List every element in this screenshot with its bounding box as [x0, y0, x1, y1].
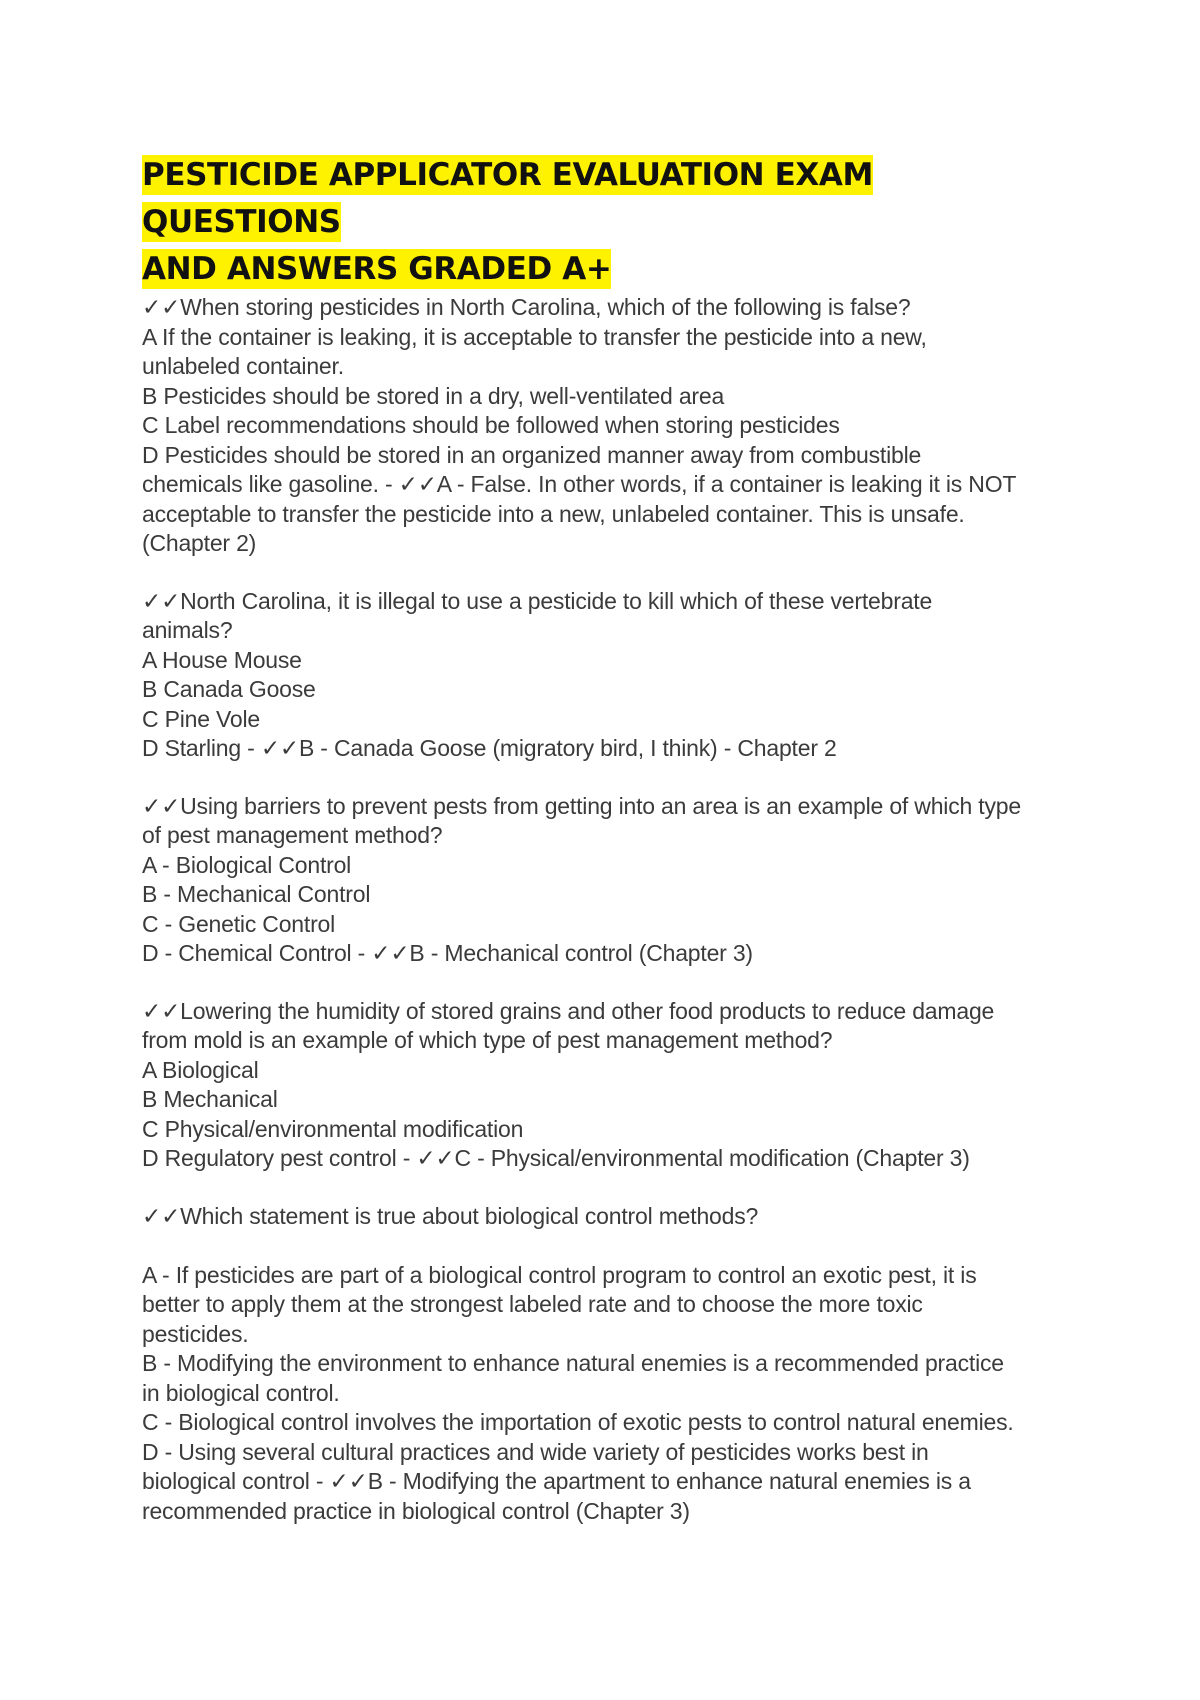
question-1-line: acceptable to transfer the pesticide into a new, unlabeled container. This is unsafe.	[142, 500, 965, 527]
question-4-line: C Physical/environmental modification	[142, 1115, 524, 1142]
question-5-line: in biological control.	[142, 1379, 340, 1406]
question-1-line: B Pesticides should be stored in a dry, well-ventilated area	[142, 382, 725, 409]
question-block-4	[142, 997, 1072, 1174]
question-block-5	[142, 1202, 1072, 1527]
document-title-line-1: PESTICIDE APPLICATOR EVALUATION EXAM QUESTIONS	[142, 157, 873, 240]
question-block-3	[142, 792, 1072, 969]
question-3-line: C - Genetic Control	[142, 910, 336, 937]
question-5-text: ✓✓Which statement is true about biological control methods?	[142, 1202, 759, 1229]
question-5-line: D - Using several cultural practices and wide variety of pesticides works best in	[142, 1438, 929, 1465]
question-5-line: pesticides.	[142, 1320, 249, 1347]
question-3-text: ✓✓Using barriers to prevent pests from getting into an area is an example of which type	[142, 792, 1021, 819]
question-1-line: unlabeled container.	[142, 353, 344, 379]
question-3-answer: D - Chemical Control - ✓✓B - Mechanical control (Chapter 3)	[142, 940, 753, 966]
question-3-line: of pest management method?	[142, 822, 443, 848]
question-list	[142, 293, 1072, 1526]
document-title	[142, 152, 1072, 293]
question-1-text: ✓✓When storing pesticides in North Carolina, which of the following is false?	[142, 294, 911, 320]
question-2-line: animals?	[142, 617, 233, 643]
question-5-answer: biological control - ✓✓B - Modifying the apartment to enhance natural enemies is a	[142, 1468, 971, 1494]
question-1-line: D Pesticides should be stored in an organized manner away from combustible	[142, 441, 922, 468]
question-2-line: B Canada Goose	[142, 676, 316, 702]
document-title-line-2: AND ANSWERS GRADED A+	[142, 251, 612, 287]
question-2-line: C Pine Vole	[142, 705, 260, 732]
question-3-line: A - Biological Control	[142, 851, 352, 878]
question-block-1	[142, 293, 1072, 559]
question-2-line: A House Mouse	[142, 646, 302, 673]
question-5-line: better to apply them at the strongest labeled rate and to choose the more toxic	[142, 1291, 923, 1317]
question-1-line: (Chapter 2)	[142, 530, 257, 556]
question-5-line: A - If pesticides are part of a biological control program to control an exotic pest, it is	[142, 1261, 977, 1288]
question-block-2	[142, 587, 1072, 764]
blank-line	[142, 1231, 1072, 1261]
question-3-line: B - Mechanical Control	[142, 881, 371, 907]
question-4-answer: D Regulatory pest control - ✓✓C - Physical/environmental modification (Chapter 3)	[142, 1145, 970, 1171]
question-2-text: ✓✓North Carolina, it is illegal to use a pesticide to kill which of these vertebrate	[142, 587, 933, 614]
question-2-answer: D Starling - ✓✓B - Canada Goose (migratory bird, I think) - Chapter 2	[142, 735, 837, 761]
question-1-line: C Label recommendations should be followed when storing pesticides	[142, 412, 840, 438]
question-4-text: ✓✓Lowering the humidity of stored grains and other food products to reduce damage	[142, 997, 995, 1024]
question-5-line: B - Modifying the environment to enhance natural enemies is a recommended practice	[142, 1350, 1004, 1376]
question-4-line: A Biological	[142, 1056, 259, 1083]
question-4-line: B Mechanical	[142, 1086, 278, 1112]
question-5-line: recommended practice in biological control (Chapter 3)	[142, 1497, 690, 1524]
question-1-line: A If the container is leaking, it is acceptable to transfer the pesticide into a new,	[142, 323, 927, 350]
question-5-line: C - Biological control involves the importation of exotic pests to control natural enemies.	[142, 1409, 1014, 1435]
document-page	[142, 152, 1072, 1554]
question-4-line: from mold is an example of which type of pest management method?	[142, 1027, 833, 1053]
question-1-answer: chemicals like gasoline. - ✓✓A - False. In other words, if a container is leaking it is NOT	[142, 471, 1017, 497]
